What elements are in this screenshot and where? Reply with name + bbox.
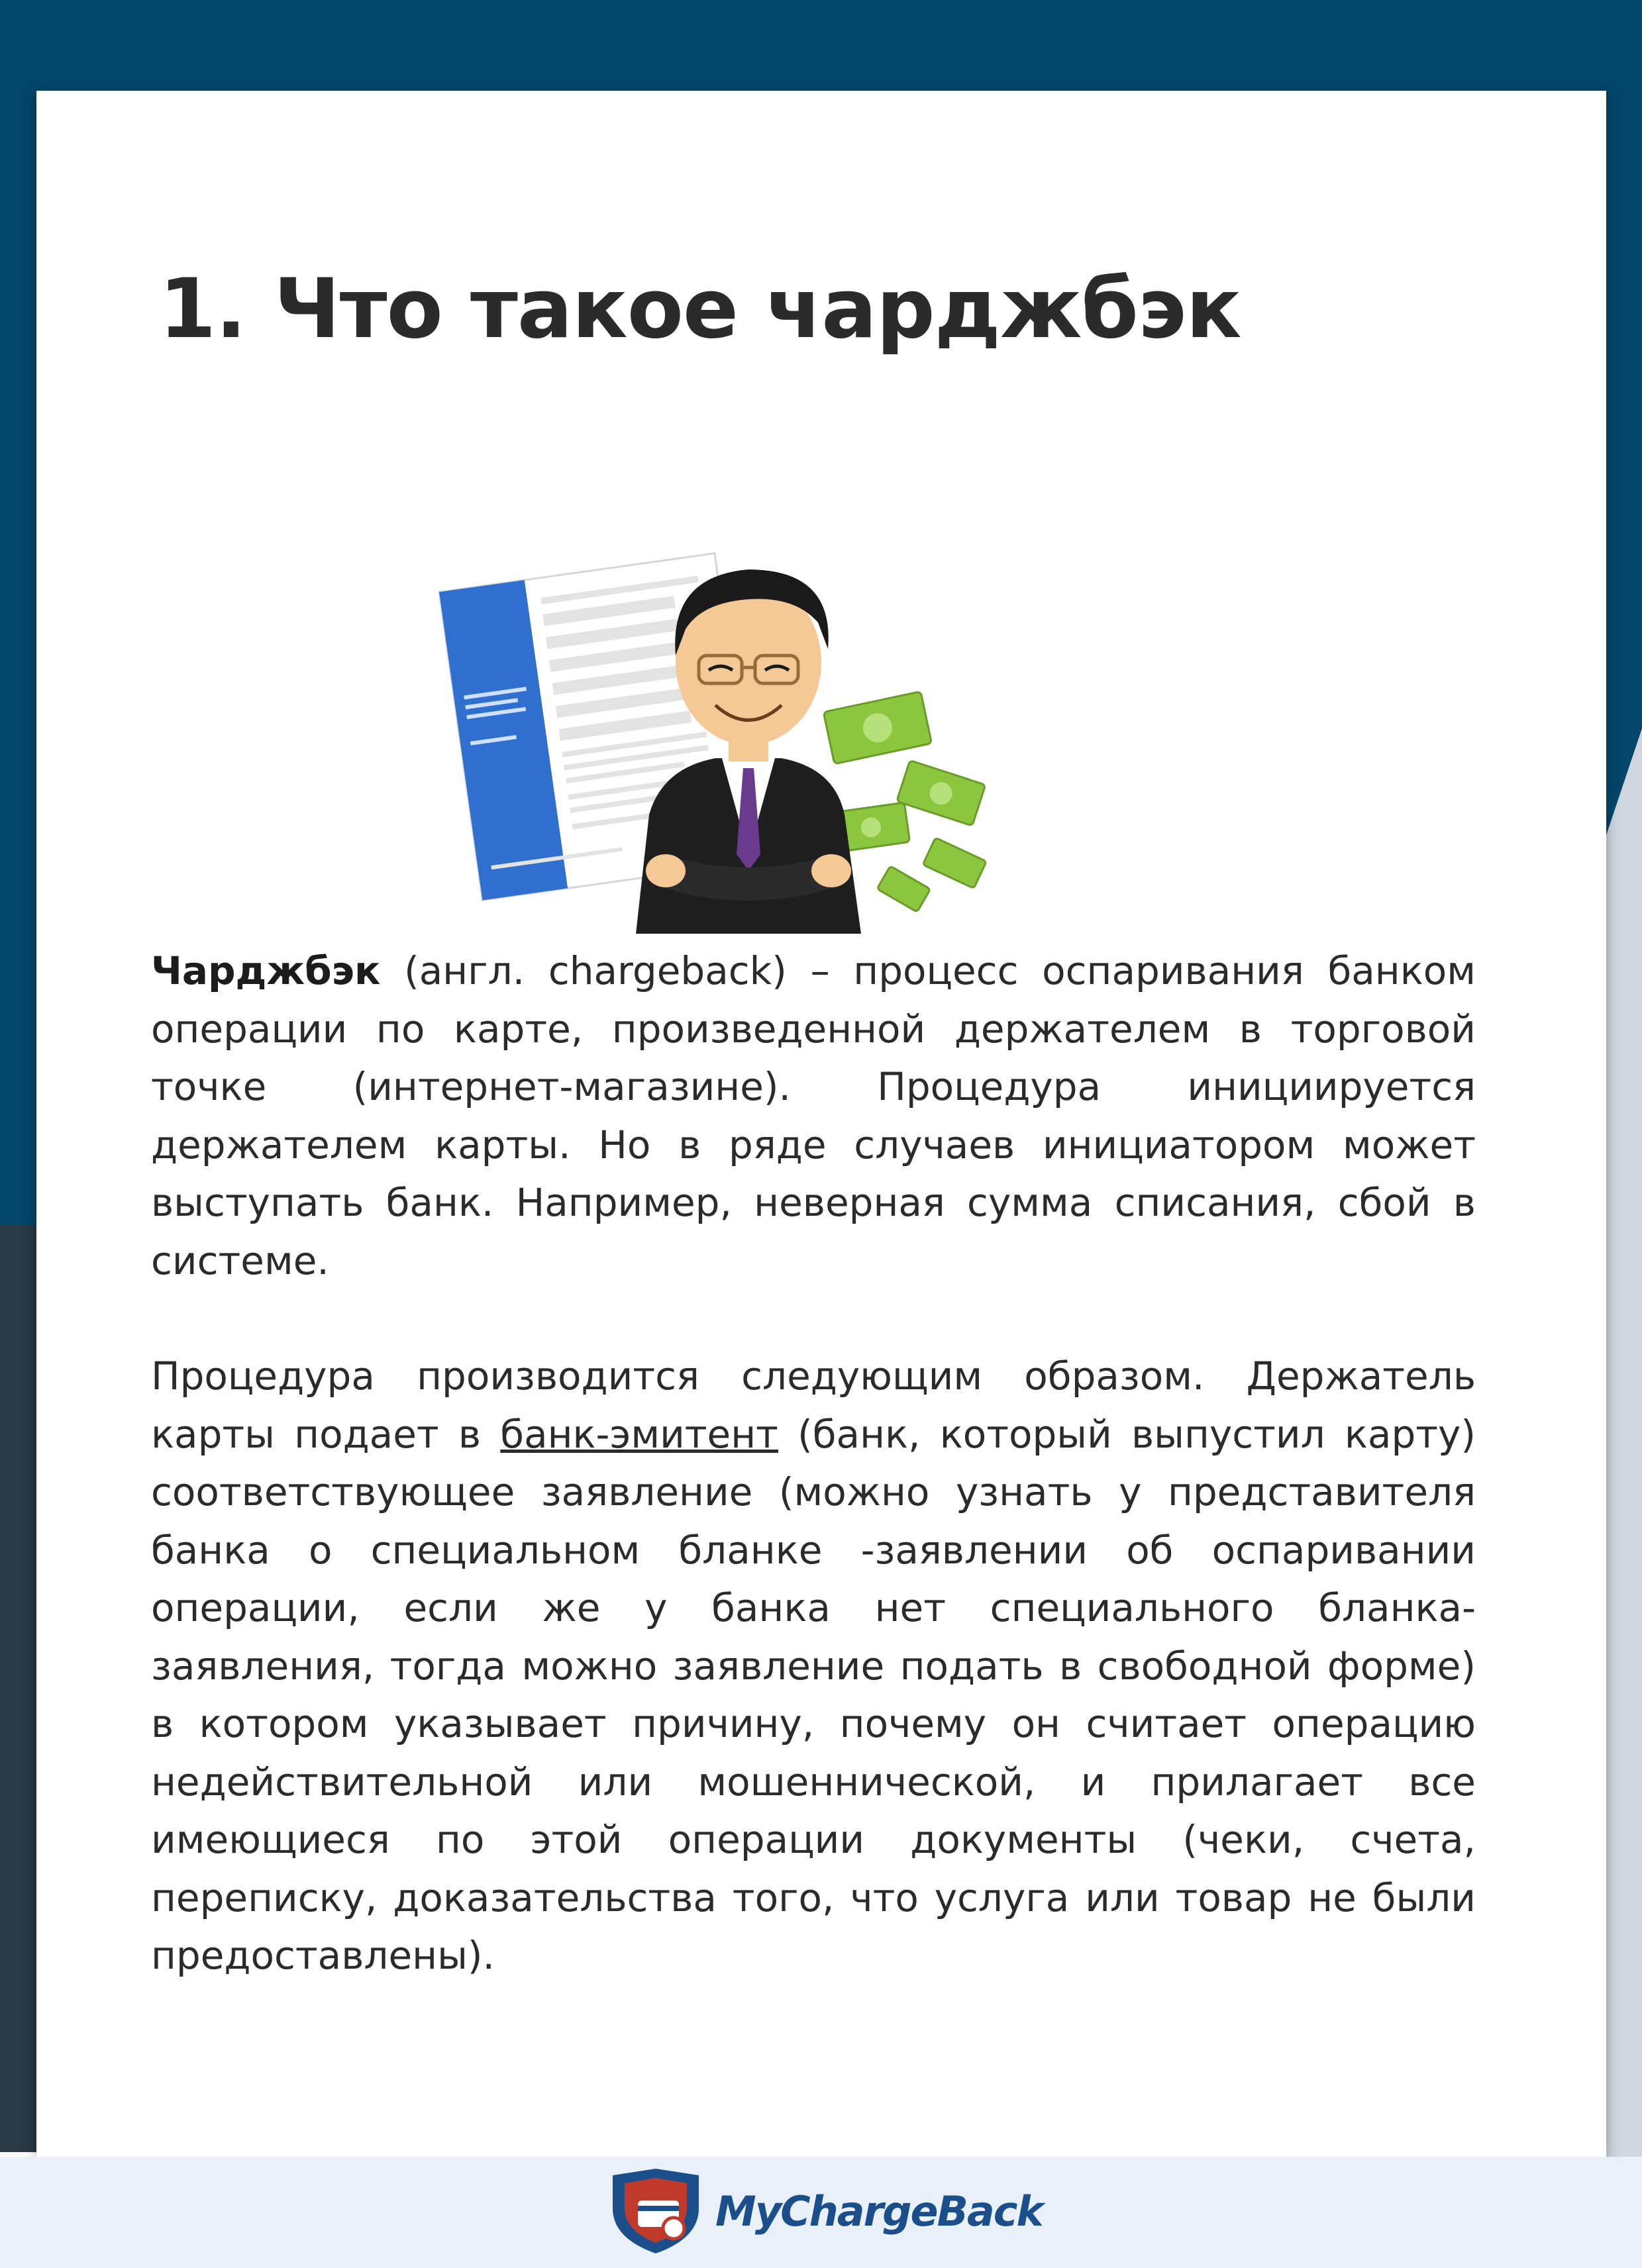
- paragraph-procedure-text-start: Процедура производится следующим образом. Держатель карты подает в: [151, 1354, 1476, 1457]
- issuer-bank-link[interactable]: банк-эмитент: [500, 1411, 778, 1457]
- paragraph-procedure: [151, 1348, 1476, 1985]
- page-title: 1. Что такое чарджбэк: [159, 262, 1241, 357]
- mychargeback-logo: [599, 2169, 1063, 2255]
- paragraph-definition-text: (англ. chargeback) – процесс оспаривания банком операции по карте, произведенной держателем в торговой точке (интернет-магазине). Процедура инициируется держателем карты. Но в ряде случаев инициатором может выступать банк. Например, неверная сумма списания, сбой в системе.: [151, 948, 1476, 1283]
- shield-logo-icon: [599, 2169, 712, 2255]
- paragraph-definition: [151, 942, 1476, 1290]
- chargeback-illustration: [437, 457, 1033, 934]
- paragraph-procedure-text-end: (банк, который выпустил карту) соответствующее заявление (можно узнать у представителя банка о специальном бланке -заявлении об оспаривании операции, если же у банка нет специального бланка- заявления, тогда можно заявление подать в свободной форме) в котором указывает причину, почему он считает операцию недействительной или мошеннической, и прилагает все имеющиеся по этой операции документы (чеки, счета, переписку, доказательства того, что услуга или товар не были предоставлены).: [151, 1411, 1476, 1978]
- term-chargeback: Чарджбэк: [151, 948, 381, 993]
- logo-wordmark: MyChargeBack: [715, 2187, 1043, 2236]
